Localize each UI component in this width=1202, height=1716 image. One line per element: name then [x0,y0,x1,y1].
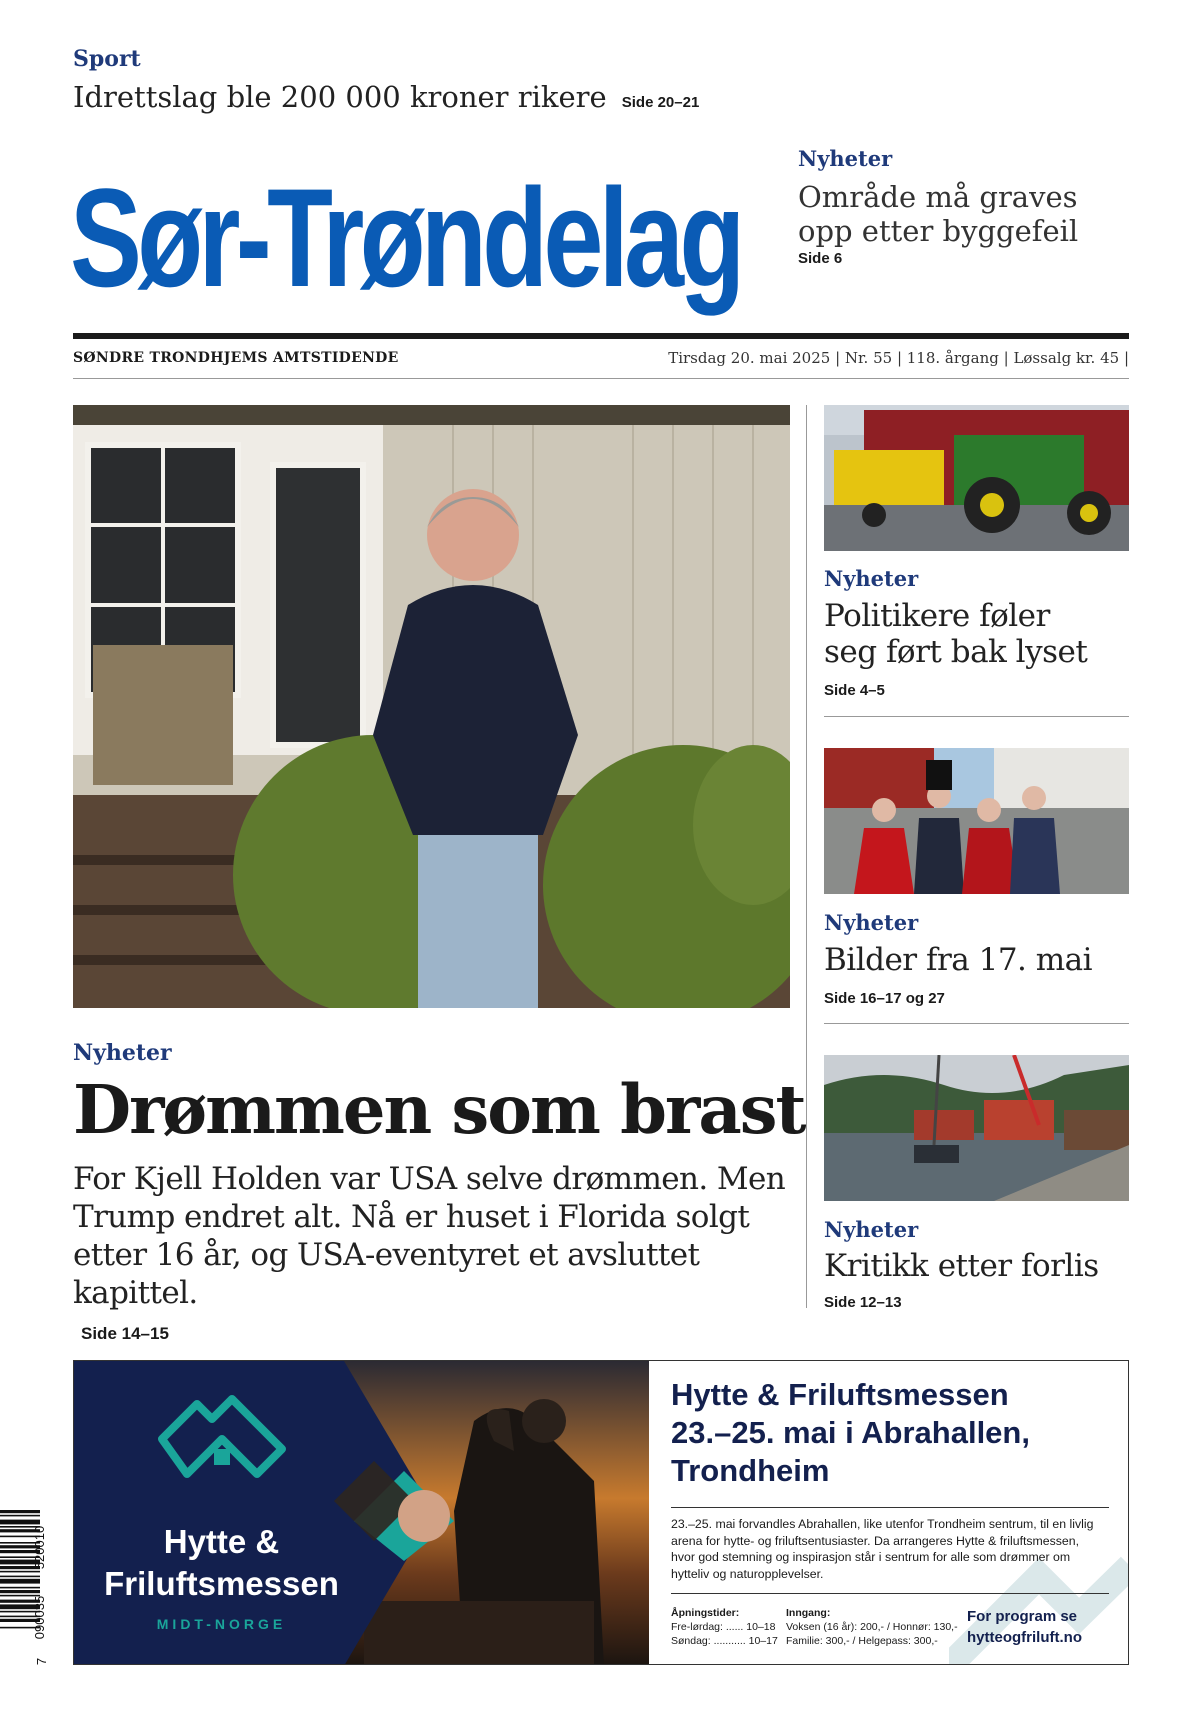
ad-text-panel [649,1361,1129,1665]
side-story-3-headline-1: Kritikk etter forlis [824,1248,1099,1284]
side-story-3-kicker: Nyheter [824,1217,919,1242]
masthead-subtitle: SØNDRE TRONDHJEMS AMTSTIDENDE [73,350,399,366]
ad-divider-1 [671,1507,1109,1508]
ad-logo-line-1: Hytte & [163,1523,280,1560]
side-story-1-headline-2: seg ført bak lyset [824,634,1088,670]
main-story[interactable] [73,1068,805,1344]
main-story-photo[interactable] [73,405,790,1008]
top-teaser-page: Side 20–21 [621,94,700,111]
ad-logo-region: MIDT-NORGE [156,1616,287,1632]
side-story-1-kicker: Nyheter [824,566,919,591]
ad-cta-link[interactable]: hytteogfriluft.no [967,1629,1082,1646]
top-teaser-headline: Idrettslag ble 200 000 kroner rikere [73,80,607,114]
ad-hours-line-1: Fre-lørdag: ...... 10–18 [671,1621,776,1633]
dateline: Tirsdag 20. mai 2025 | Nr. 55 | 118. årgang | Løssalg kr. 45 | [668,349,1129,367]
right-teaser-page: Side 6 [798,250,843,267]
side-story-1-headline-1: Politikere føler [824,598,1050,634]
house-mountain-logo-icon [152,1379,292,1499]
main-story-kicker: Nyheter [73,1040,172,1066]
side-story-2-page: Side 16–17 og 27 [824,990,945,1007]
advertisement[interactable] [73,1360,1129,1665]
ad-logo-line-2: Friluftsmessen [104,1565,339,1602]
ad-headline-2: 23.–25. mai i Abrahallen, [671,1415,1030,1450]
masthead-bottom-rule [73,378,1129,379]
column-divider [806,405,807,1308]
side-story-1-rule [824,716,1129,717]
may-17-celebration-image [824,748,1129,894]
ad-hours [671,1606,778,1648]
right-teaser-headline-2: opp etter byggefeil [798,214,1079,248]
man-in-front-of-house-image [73,405,790,1008]
ad-hours-title: Åpningstider: [671,1607,740,1619]
ad-entry-title: Inngang: [786,1607,831,1619]
ad-headline-3: Trondheim [671,1453,830,1488]
side-story-2[interactable] [824,942,1092,1007]
barcode-digits-mid: 090035 [32,1595,48,1640]
ad-divider-2 [671,1593,1109,1594]
masthead-rule [73,333,1129,339]
side-story-3-photo[interactable] [824,1055,1129,1201]
top-teaser-kicker: Sport [73,46,141,72]
side-story-1-photo[interactable] [824,405,1129,551]
ad-cta[interactable] [967,1606,1082,1648]
tractor-image [824,405,1129,551]
right-teaser[interactable] [798,180,1078,267]
ad-entry [786,1606,958,1648]
barcode-digits [32,1510,60,1670]
barcode [0,1510,62,1670]
ad-body: 23.–25. mai forvandles Abrahallen, like utenfor Trondheim sentrum, til en livlig arena for hytte- og friluftsentusiaster. Da arrangeres Hytte & friluftsmessen, hvor god stemning og inspirasjon står i sentrum for alle som drømmer om hytteliv og naturopplevelser. [671,1517,1094,1581]
ad-hours-line-2: Søndag: ........... 10–17 [671,1635,778,1647]
right-teaser-kicker: Nyheter [798,146,893,171]
main-story-page: Side 14–15 [81,1324,169,1343]
side-story-2-kicker: Nyheter [824,910,919,935]
side-story-3[interactable] [824,1248,1099,1311]
side-story-1[interactable] [824,598,1087,699]
side-story-3-page: Side 12–13 [824,1294,902,1311]
side-story-1-page: Side 4–5 [824,682,885,699]
side-story-2-photo[interactable] [824,748,1129,894]
masthead-title: Sør-Trøndelag [70,159,741,316]
harbour-salvage-image [824,1055,1129,1201]
top-teaser[interactable] [73,80,699,114]
barcode-digits-left: 7 [34,1657,50,1666]
barcode-digits-right: 520010 [32,1525,48,1570]
ad-entry-line-1: Voksen (16 år): 200,- / Honnør: 130,- [786,1621,958,1633]
main-story-headline: Drømmen som brast [73,1070,805,1149]
ad-cta-line-1: For program se [967,1608,1078,1625]
ad-entry-line-2: Familie: 300,- / Helgepass: 300,- [786,1635,938,1647]
ad-headline-1: Hytte & Friluftsmessen [671,1377,1009,1412]
side-story-2-headline-1: Bilder fra 17. mai [824,942,1093,978]
right-teaser-headline-1: Område må graves [798,180,1078,214]
side-story-2-rule [824,1023,1129,1024]
masthead-logo[interactable] [70,148,741,328]
main-story-lede: For Kjell Holden var USA selve drømmen. Men Trump endret alt. Nå er huset i Florida solgt etter 16 år, og USA-eventyret et avsluttet kapittel. [73,1161,786,1311]
